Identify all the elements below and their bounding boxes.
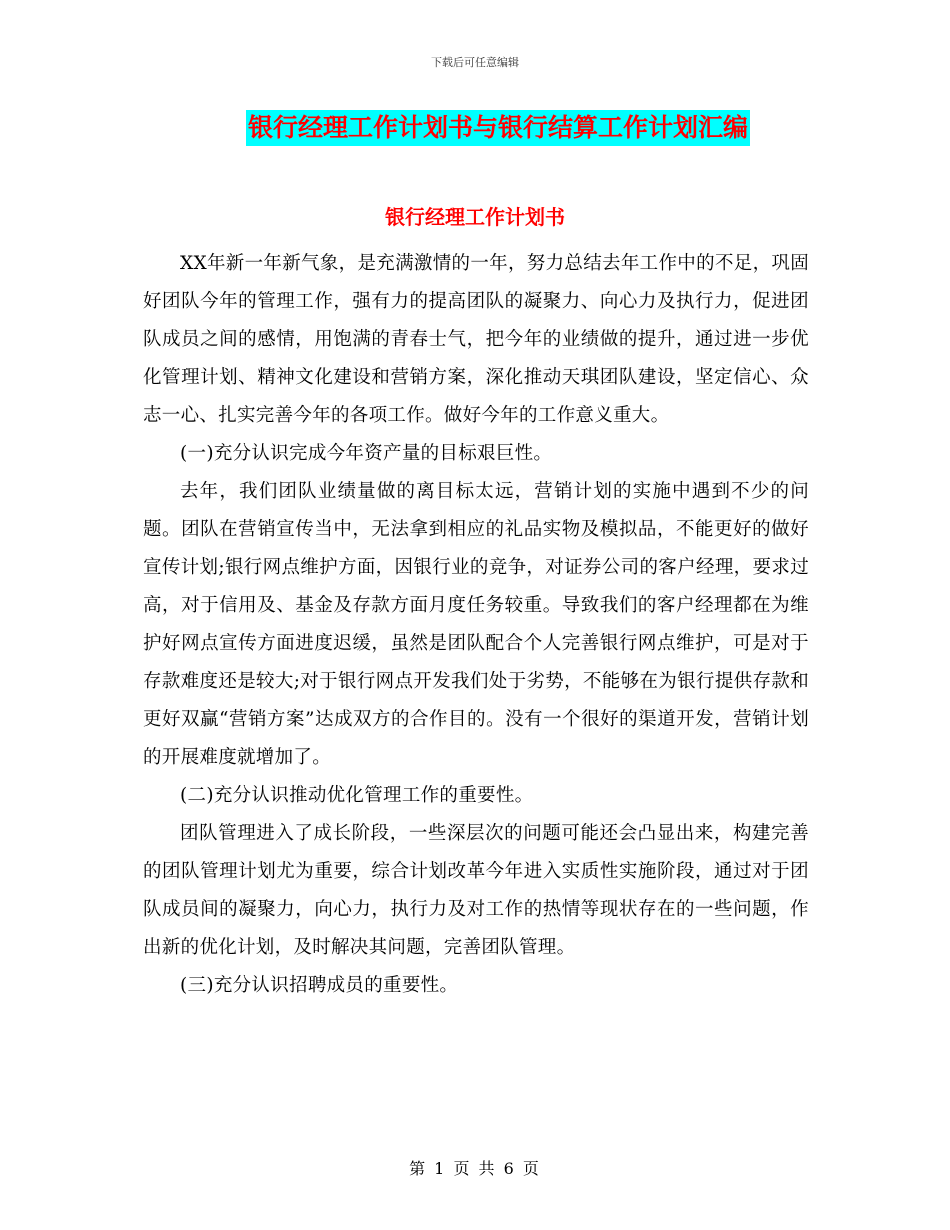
- main-title: 银行经理工作计划书与银行结算工作计划汇编: [246, 110, 750, 146]
- heading-one: (一)充分认识完成今年资产量的目标艰巨性。: [180, 443, 553, 464]
- main-title-container: [0, 110, 950, 146]
- section-title: 银行经理工作计划书: [385, 205, 565, 229]
- paragraph-intro: XX年新一年新气象，是充满激情的一年，努力总结去年工作中的不足，巩固好团队今年的管理工作，强有力的提高团队的凝聚力、向心力及执行力，促进团队成员之间的感情，用饱满的青春士气，把今年的业绩做的提升，通过进一步优化管理计划、精神文化建设和营销方案，深化推动天琪团队建设，坚定信心、众志一心、扎实完善今年的各项工作。做好今年的工作意义重大。: [143, 253, 809, 426]
- paragraph-team-management: 团队管理进入了成长阶段，一些深层次的问题可能还会凸显出来，构建完善的团队管理计划尤为重要，综合计划改革今年进入实质性实施阶段，通过对于团队成员间的凝聚力，向心力，执行力及对工作的热情等现状存在的一些问题，作出新的优化计划，及时解决其问题，完善团队管理。: [143, 823, 809, 958]
- page-header-note: 下载后可任意编辑: [431, 56, 519, 69]
- document-body: [143, 245, 809, 1005]
- heading-two: (二)充分认识推动优化管理工作的重要性。: [180, 785, 534, 806]
- paragraph-last-year: 去年，我们团队业绩量做的离目标太远，营销计划的实施中遇到不少的问题。团队在营销宣传当中，无法拿到相应的礼品实物及模拟品，不能更好的做好宣传计划;银行网点维护方面，因银行业的竞争，对证券公司的客户经理，要求过高，对于信用及、基金及存款方面月度任务较重。导致我们的客户经理都在为维护好网点宣传方面进度迟缓，虽然是团队配合个人完善银行网点维护，可是对于存款难度还是较大;对于银行网点开发我们处于劣势，不能够在为银行提供存款和更好双赢“营销方案”达成双方的合作目的。没有一个很好的渠道开发，营销计划的开展难度就增加了。: [143, 481, 809, 768]
- heading-three: (三)充分认识招聘成员的重要性。: [180, 975, 459, 996]
- page-number: 第 1 页 共 6 页: [409, 1159, 541, 1178]
